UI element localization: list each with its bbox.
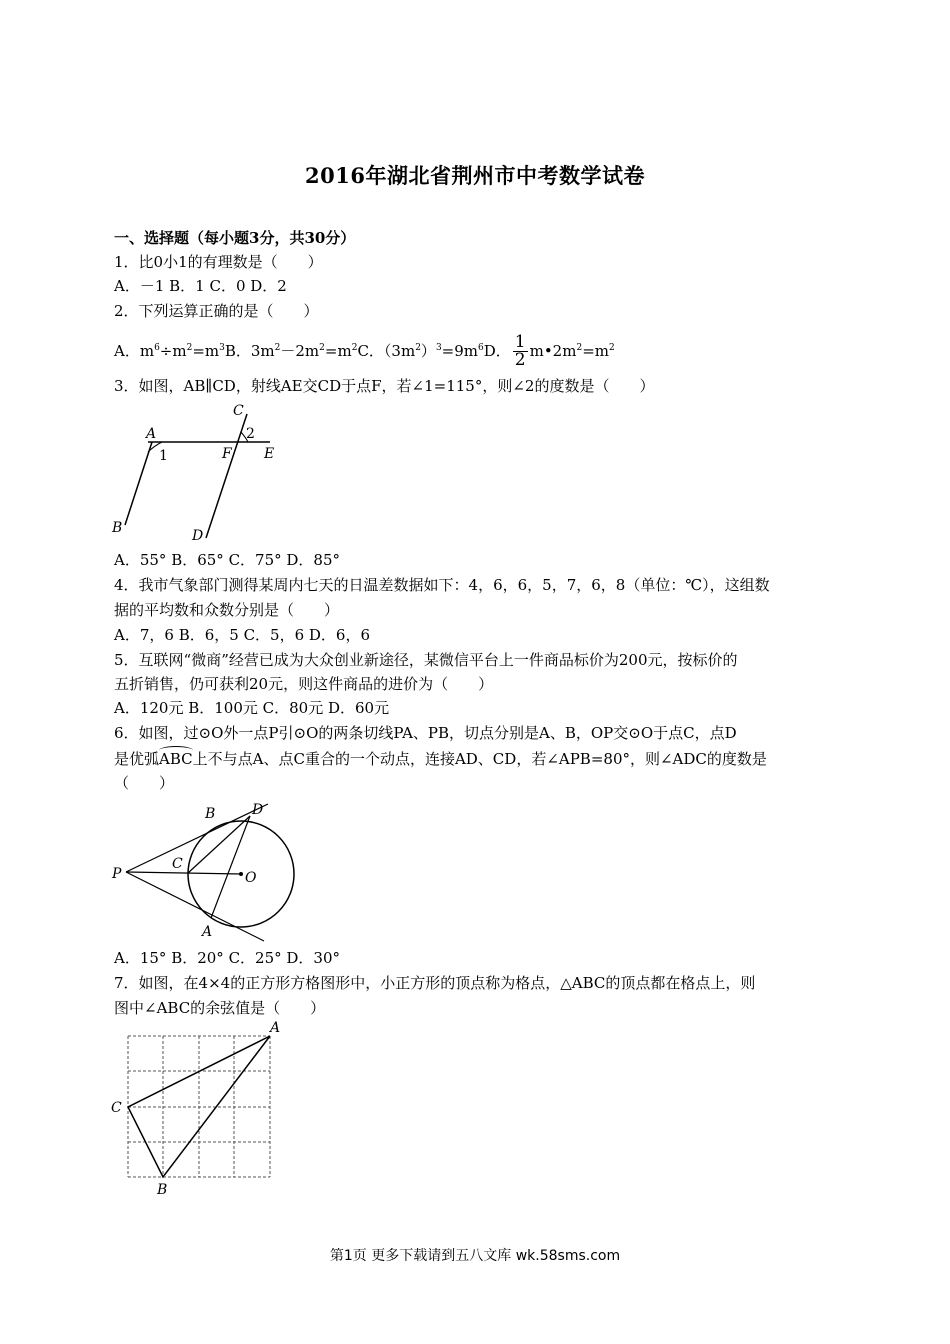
q6-label-c: C	[172, 856, 183, 872]
question-6-options: A．15° B．20° C．25° D．30°	[114, 949, 341, 967]
question-4-line-1: 4．我市气象部门测得某周内七天的日温差数据如下：4，6，6，5，7，6，8（单位：℃），这组数	[114, 576, 770, 594]
q3-label-c: C	[233, 403, 244, 419]
fraction-one-half: $\frac{1}{2}$	[514, 332, 526, 370]
q3-label-1: 1	[159, 448, 168, 464]
question-4-options: A．7，6 B．6，5 C．5，6 D．6，6	[114, 626, 371, 644]
center-point-o	[239, 872, 243, 876]
question-1-options: A．－1 B．1 C．0 D．2	[114, 277, 287, 295]
chord-ad	[211, 816, 250, 918]
q2-option-d: D． $\frac{1}{2}$ $m•2m^2=m^2$	[483, 332, 615, 370]
question-7-line-1: 7．如图，在4×4的正方形方格图形中，小正方形的顶点称为格点，△ABC的顶点都在格点上，则	[114, 974, 756, 992]
tangent-pb	[126, 804, 268, 872]
q7-figure	[108, 1018, 293, 1198]
q2-option-b: B．$3m^2-2m^2=m^2$	[224, 341, 358, 360]
q3-figure	[110, 400, 290, 545]
q3-label-2: 2	[246, 426, 255, 442]
q6-label-b: B	[205, 806, 216, 822]
question-7-line-2: 图中∠ABC的余弦值是（ ）	[114, 999, 326, 1017]
question-2-options	[114, 334, 615, 369]
question-2-stem: 2．下列运算正确的是（ ）	[114, 302, 319, 320]
q3-label-e: E	[264, 446, 275, 462]
q3-label-f: F	[222, 446, 232, 462]
q7-label-a: A	[270, 1020, 281, 1036]
question-4-line-2: 据的平均数和众数分别是（ ）	[114, 601, 340, 619]
section-heading: 一、选择题（每小题3分，共30分）	[114, 229, 356, 247]
q7-label-c: C	[111, 1100, 122, 1116]
q3-label-a: A	[146, 426, 157, 442]
q3-label-b: B	[112, 520, 123, 536]
q2-option-c: C．$(3m^2)^3=9m^6$	[357, 341, 484, 360]
tangent-pa	[126, 872, 264, 941]
page-title: 2016年湖北省荆州市中考数学试卷	[305, 163, 645, 188]
q6-label-o: O	[245, 870, 257, 886]
question-5-options: A．120元 B．100元 C．80元 D．60元	[114, 699, 390, 717]
q6-label-p: P	[112, 866, 122, 882]
question-6-line-1: 6．如图，过⊙O外一点P引⊙O的两条切线PA、PB，切点分别是A、B，OP交⊙O于点C，点D	[114, 724, 737, 742]
q6-label-a: A	[202, 924, 213, 940]
grid-4x4	[128, 1036, 270, 1177]
q6-figure	[110, 796, 310, 946]
question-3-options: A．55° B．65° C．75° D．85°	[114, 551, 341, 569]
arc-abc: ABC	[159, 750, 193, 768]
page-footer: 第1页 更多下载请到五八文库 wk.58sms.com	[329, 1248, 621, 1264]
question-5-line-1: 5．互联网“微商”经营已成为大众创业新途径，某微信平台上一件商品标价为200元，按标价的	[114, 651, 738, 669]
question-6-line-2: 是优弧ABC上不与点A、点C重合的一个动点，连接AD、CD，若∠APB=80°，则∠ADC的度数是	[114, 750, 767, 768]
q7-label-b: B	[157, 1182, 168, 1198]
question-1-stem: 1．比0小1的有理数是（ ）	[114, 253, 323, 271]
question-3-stem: 3．如图，AB∥CD，射线AE交CD于点F，若∠1=115°，则∠2的度数是（ ）	[114, 377, 655, 395]
question-6-line-3: （ ）	[114, 774, 175, 792]
line-ab	[125, 442, 152, 525]
q6-label-d: D	[252, 802, 264, 818]
q3-label-d: D	[192, 528, 204, 544]
q2-option-a: A．$m^6\div m^2=m^3$	[114, 341, 225, 360]
line-po	[126, 872, 241, 874]
question-5-line-2: 五折销售，仍可获利20元，则这件商品的进价为（ ）	[114, 675, 494, 693]
